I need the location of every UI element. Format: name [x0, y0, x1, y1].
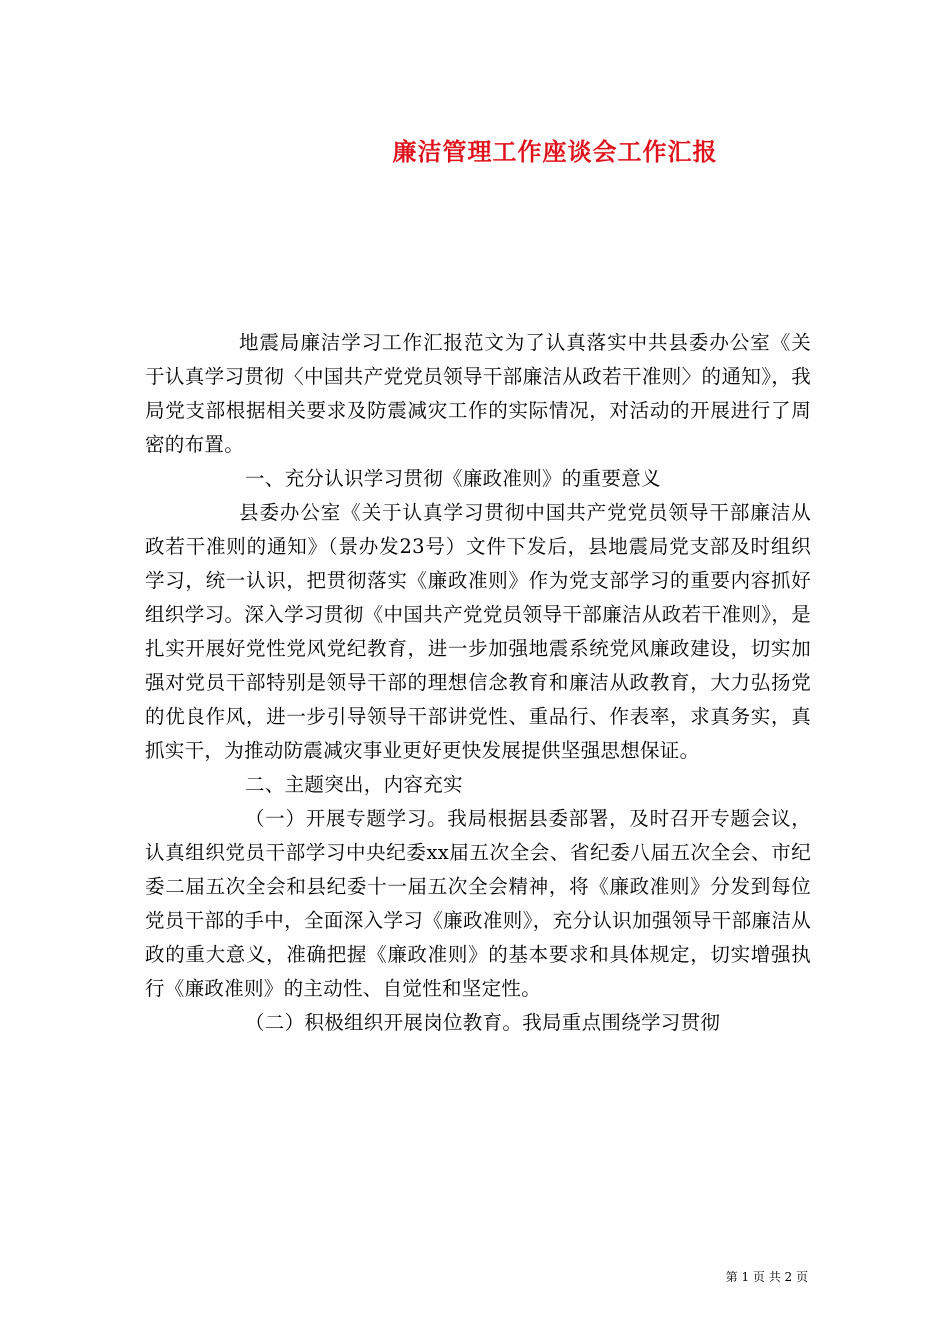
- document-title: 廉洁管理工作座谈会工作汇报: [392, 138, 718, 166]
- subsection-1-paragraph: （一）开展专题学习。我局根据县委部署，及时召开专题会议，认真组织党员干部学习中央纪委xx届五次全会、省纪委八届五次全会、市纪委二届五次全会和县纪委十一届五次全会精神，将《廉政准则》分发到每位党员干部的手中，全面深入学习《廉政准则》，充分认识加强领导干部廉洁从政的重大意义，准确把握《廉政准则》的基本要求和具体规定，切实增强执行《廉政准则》的主动性、自觉性和坚定性。: [145, 807, 811, 1000]
- section-heading-1: 一、充分认识学习贯彻《廉政准则》的重要意义: [245, 467, 661, 490]
- intro-paragraph: 地震局廉洁学习工作汇报范文为了认真落实中共县委办公室《关于认真学习贯彻〈中国共产党党员领导干部廉洁从政若干准则〉的通知》，我局党支部根据相关要求及防震减灾工作的实际情况，对活动的开展进行了周密的布置。: [145, 331, 811, 456]
- document-body: [145, 326, 811, 1040]
- subsection-2-paragraph: （二）积极组织开展岗位教育。我局重点围绕学习贯彻: [245, 1011, 721, 1034]
- page-number-footer: 第 1 页 共 2 页: [725, 1270, 808, 1284]
- section-heading-2: 二、主题突出，内容充实: [245, 773, 463, 796]
- section-1-paragraph: 县委办公室《关于认真学习贯彻中国共产党党员领导干部廉洁从政若干准则的通知》（景办发23号）文件下发后，县地震局党支部及时组织学习，统一认识，把贯彻落实《廉政准则》作为党支部学习的重要内容抓好组织学习。深入学习贯彻《中国共产党党员领导干部廉洁从政若干准则》，是扎实开展好党性党风党纪教育，进一步加强地震系统党风廉政建设，切实加强对党员干部特别是领导干部的理想信念教育和廉洁从政教育，大力弘扬党的优良作风，进一步引导领导干部讲党性、重品行、作表率，求真务实，真抓实干，为推动防震减灾事业更好更快发展提供坚强思想保证。: [145, 501, 811, 762]
